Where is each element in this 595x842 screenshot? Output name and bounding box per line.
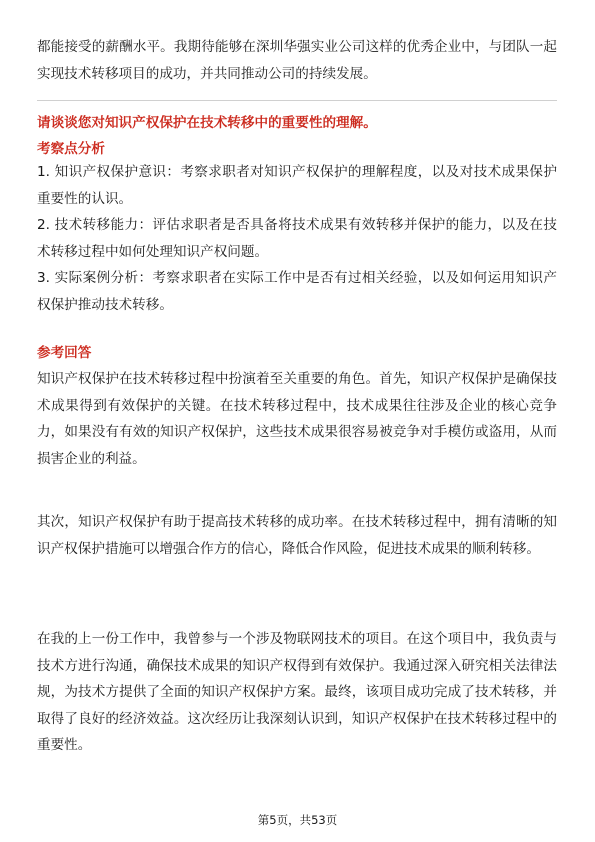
section-divider [37, 100, 557, 101]
analysis-heading: 考察点分析 [37, 141, 105, 157]
answer-paragraph: 在我的上一份工作中，我曾参与一个涉及物联网技术的项目。在这个项目中，我负责与技术方进行沟通，确保技术成果的知识产权得到有效保护。我通过深入研究相关法律法规，为技术方提供了全面的知识产权保护方案。最终，该项目成功完成了技术转移，并取得了良好的经济效益。这次经历让我深刻认识到，知识产权保护在技术转移过程中的重要性。 [37, 631, 557, 753]
analysis-item: 2. 技术转移能力：评估求职者是否具备将技术成果有效转移并保护的能力，以及在技术转移过程中如何处理知识产权问题。 [37, 217, 557, 260]
interview-question: 请谈谈您对知识产权保护在技术转移中的重要性的理解。 [37, 115, 377, 131]
answer-paragraph: 其次，知识产权保护有助于提高技术转移的成功率。在技术转移过程中，拥有清晰的知识产权保护措施可以增强合作方的信心，降低合作风险，促进技术成果的顺利转移。 [37, 514, 557, 557]
answer-heading: 参考回答 [37, 345, 92, 361]
analysis-item: 3. 实际案例分析：考察求职者在实际工作中是否有过相关经验，以及如何运用知识产权保护推动技术转移。 [37, 270, 557, 313]
analysis-item: 1. 知识产权保护意识：考察求职者对知识产权保护的理解程度，以及对技术成果保护重要性的认识。 [37, 164, 557, 207]
analysis-list [37, 159, 557, 318]
intro-paragraph-tail: 都能接受的薪酬水平。我期待能够在深圳华强实业公司这样的优秀企业中，与团队一起实现技术转移项目的成功，并共同推动公司的持续发展。 [37, 39, 557, 82]
answer-paragraph: 知识产权保护在技术转移过程中扮演着至关重要的角色。首先，知识产权保护是确保技术成果得到有效保护的关键。在技术转移过程中，技术成果往往涉及企业的核心竞争力，如果没有有效的知识产权保护，这些技术成果很容易被竞争对手模仿或盗用，从而损害企业的利益。 [37, 371, 557, 467]
page-footer: 第5页，共53页 [257, 813, 338, 827]
